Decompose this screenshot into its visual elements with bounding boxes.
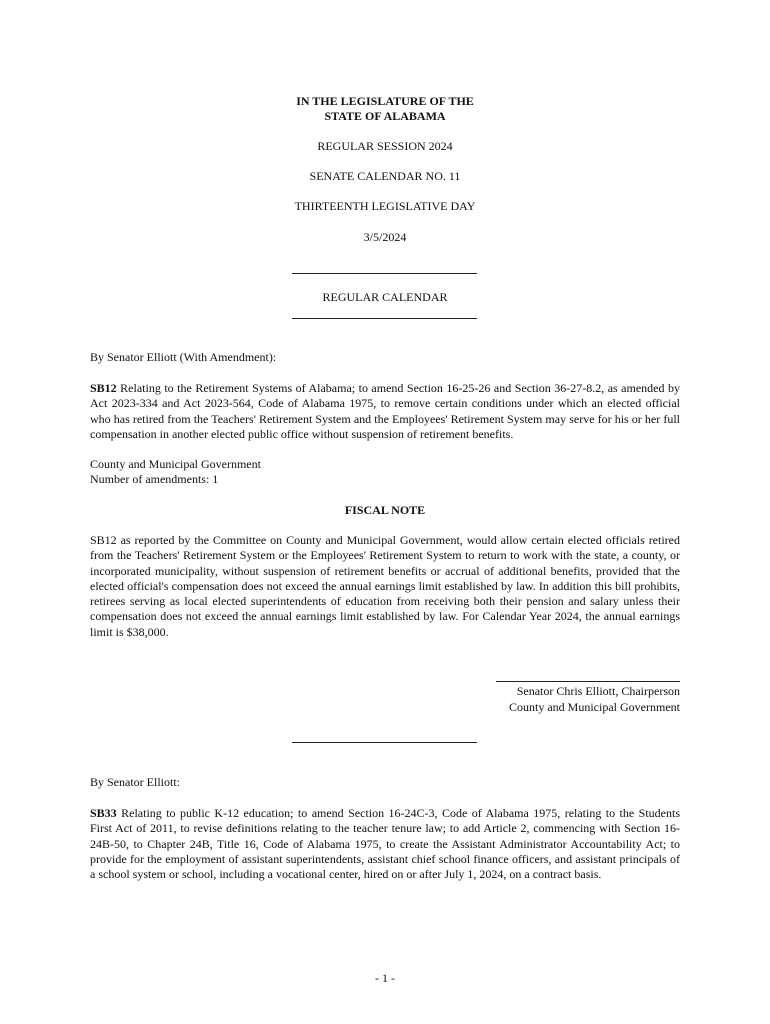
item2-bill-number[interactable]: SB33 — [90, 806, 117, 820]
item1-description — [90, 381, 680, 442]
state-heading: STATE OF ALABAMA — [324, 109, 446, 123]
fiscal-note-title: FISCAL NOTE — [344, 503, 426, 517]
divider-items — [292, 742, 477, 743]
calendar-date: 3/5/2024 — [363, 230, 407, 244]
section-title: REGULAR CALENDAR — [322, 290, 448, 304]
fiscal-note-text: SB12 as reported by the Committee on County and Municipal Government, would allow certain elected officials retired from the Teachers' Retirement System or the Employees' Retirement System to return to work with the state, a county, or incorporated municipality, without suspension of retirement benefits or accrual of additional benefits, provided that the elected official's compensation does not exceed the annual earnings limit established by law. In addition this bill prohibits, retirees serving as local elected superintendents of education from receiving both their pension and salary unless their compensation does not exceed the annual earnings limit established by law. For Calendar Year 2024, the annual earnings limit is $38,000. — [90, 533, 680, 639]
divider-section — [292, 318, 477, 319]
page-number: - 1 - — [375, 971, 395, 985]
item1-amendments: Number of amendments: 1 — [90, 472, 219, 486]
legislature-heading: IN THE LEGISLATURE OF THE — [296, 94, 474, 108]
item2-sponsor: By Senator Elliott: — [90, 775, 180, 789]
item1-sponsor: By Senator Elliott (With Amendment): — [90, 350, 277, 364]
calendar-number: SENATE CALENDAR NO. 11 — [309, 169, 461, 183]
legislative-day: THIRTEENTH LEGISLATIVE DAY — [294, 199, 476, 213]
item1-bill-number[interactable]: SB12 — [90, 381, 117, 395]
signer-name: Senator Chris Elliott, Chairperson — [516, 684, 680, 698]
divider-top — [292, 273, 477, 274]
session-line: REGULAR SESSION 2024 — [317, 139, 453, 153]
item2-bill-text: Relating to public K-12 education; to amend Section 16-24C-3, Code of Alabama 1975, relating to the Students First Act of 2011, to revise definitions relating to the teacher tenure law; to add Article 2, commencing with Section 16-24B-50, to Chapter 24B, Title 16, Code of Alabama 1975, to create the Assistant Administrator Accountability Act; to provide for the employment of assistant superintendents, assistant chief school finance officers, and assistant principals of a school system or school, including a vocational center, hired on or after July 1, 2024, on a contract basis. — [90, 806, 680, 882]
signature-line — [496, 681, 680, 682]
item1-bill-text: Relating to the Retirement Systems of Alabama; to amend Section 16-25-26 and Section 36-27-8.2, as amended by Act 2023-334 and Act 2023-564, Code of Alabama 1975, to remove certain conditions under which an elected official who has retired from the Teachers' Retirement System and the Employees' Retirement System may serve for his or her full compensation in another elected public office without suspension of retirement benefits. — [90, 381, 680, 441]
signer-committee: County and Municipal Government — [509, 700, 680, 714]
item1-committee: County and Municipal Government — [90, 457, 261, 471]
item2-description — [90, 806, 680, 882]
